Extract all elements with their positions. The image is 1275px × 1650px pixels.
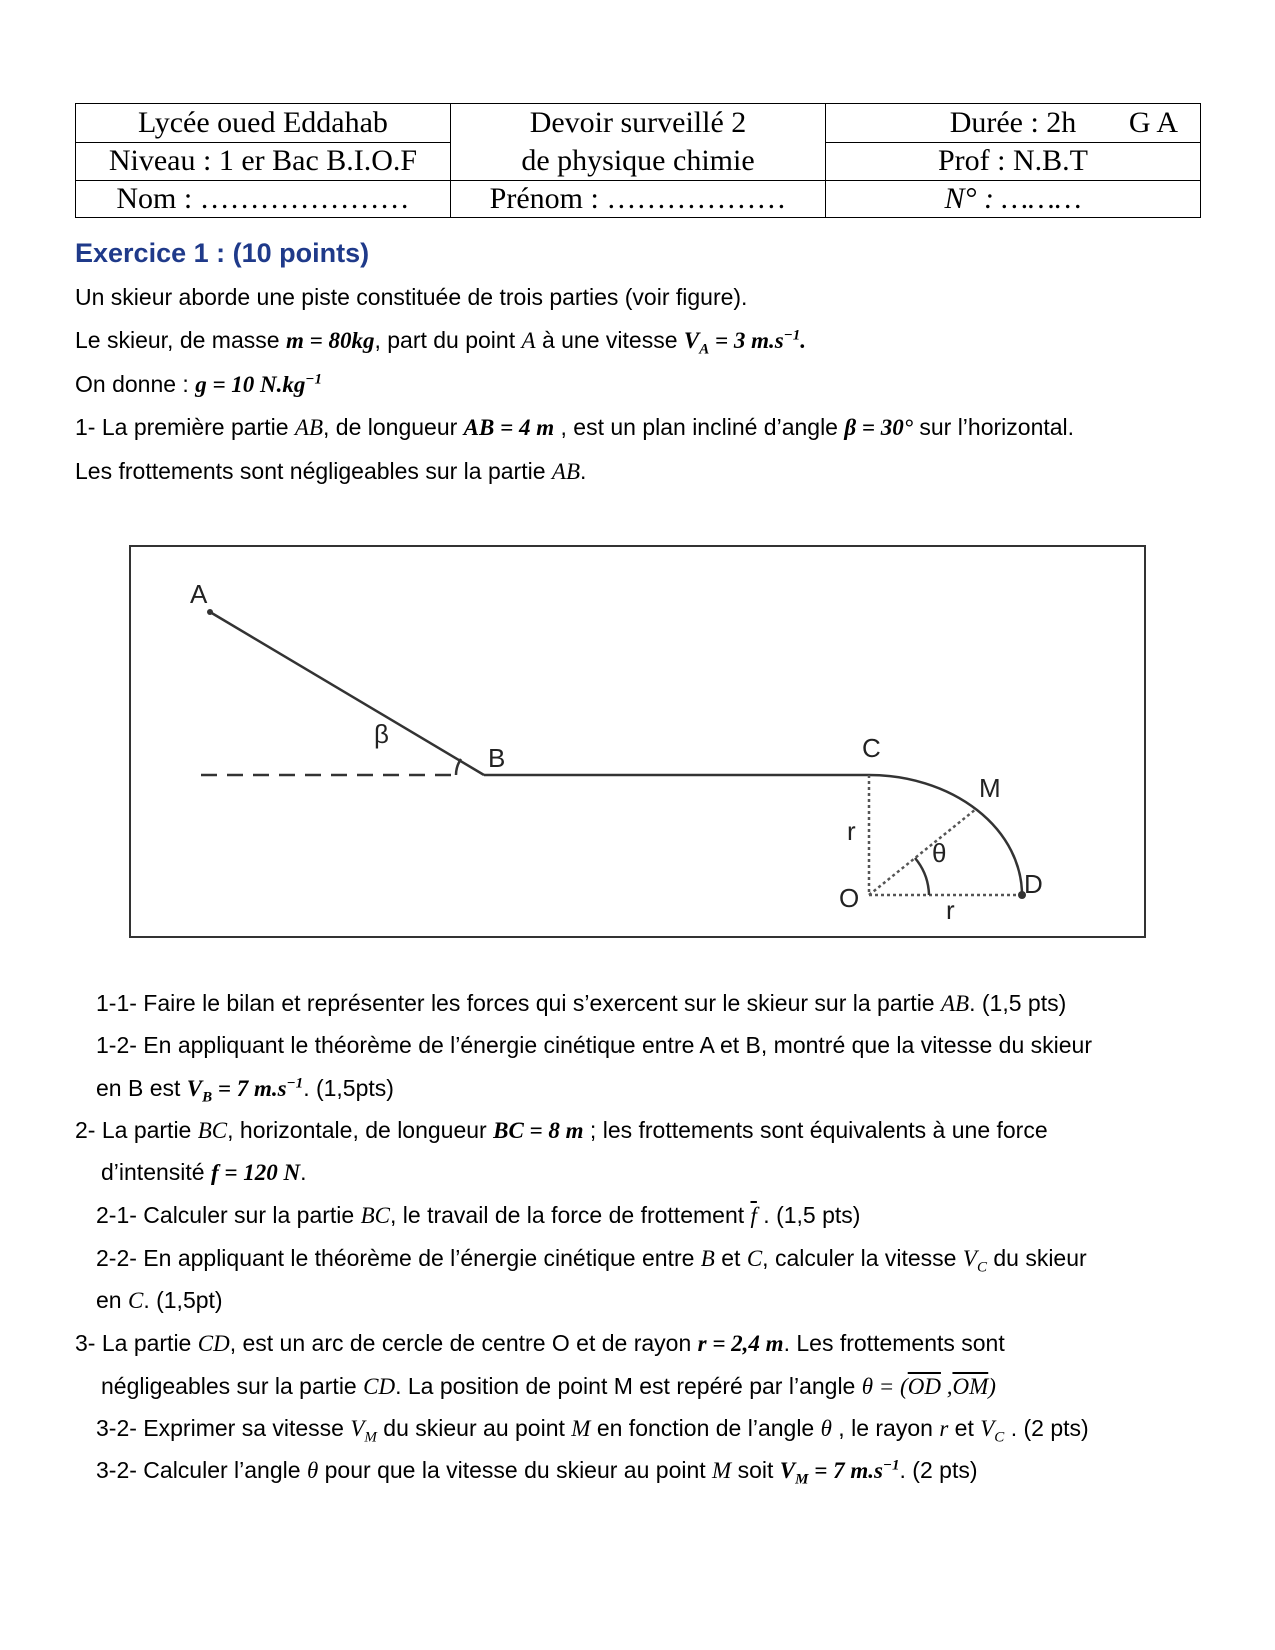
name-field[interactable]: Nom : ………………… — [76, 181, 451, 218]
question-2-line2: d’intensité f = 120 N. — [101, 1159, 307, 1185]
incline-AB — [210, 612, 484, 775]
label-B: B — [488, 743, 506, 773]
exam-title-cell — [451, 104, 826, 181]
group: G A — [1128, 105, 1178, 139]
firstname-field[interactable]: Prénom : ……………… — [451, 181, 826, 218]
duration: Durée : 2h — [949, 105, 1077, 139]
gravity-line: On donne : g = 10 $N.kg^{-1}$ — [75, 371, 323, 397]
question-3-2a: 3-2- Exprimer sa vitesse $V_M$ du skieur au point M en fonction de l’angle θ , le rayon r et $V_C$ . (2 pts) — [96, 1415, 1089, 1446]
level-cell: Niveau : 1 er Bac B.I.O.F — [76, 142, 451, 181]
label-O: O — [839, 883, 860, 913]
exam-title-line2: de physique chimie — [521, 144, 755, 177]
duration-cell — [826, 104, 1201, 143]
number-field[interactable] — [826, 181, 1201, 218]
question-2: 2- La partie BC, horizontale, de longueur BC = 8 m ; les frottements sont équivalents à une force — [75, 1117, 1048, 1143]
theta-arc — [915, 858, 929, 895]
question-3-line2: négligeables sur la partie CD. La position de point M est repéré par l’angle $\theta = (\overline{OD}$ $,\overline{OM}$) — [101, 1373, 996, 1399]
label-theta: θ — [932, 838, 947, 868]
label-r-horizontal: r — [946, 895, 955, 925]
question-1: 1- La première partie AB, de longueur AB = 4 m , est un plan incliné d’angle β = 30° sur l’horizontal. — [75, 414, 1075, 440]
prof-cell: Prof : N.B.T — [826, 142, 1201, 181]
exercise-title: Exercice 1 : (10 points) — [75, 238, 370, 268]
question-1-line2: Les frottements sont négligeables sur la partie AB. — [75, 458, 587, 484]
label-beta: β — [374, 719, 389, 749]
question-2-1: 2-1- Calculer sur la partie BC, le travail de la force de frottement $\overline{f}$ . (1,5 pts) — [96, 1202, 861, 1228]
label-r-vertical: r — [847, 816, 856, 846]
intro-line: Un skieur aborde une piste constituée de trois parties (voir figure). — [75, 284, 748, 310]
track-diagram — [131, 547, 1144, 936]
label-A: A — [190, 579, 208, 609]
question-2-2-line2: en C. (1,5pt) — [96, 1287, 223, 1313]
exam-title-line1: Devoir surveillé 2 — [529, 106, 747, 139]
label-C: C — [862, 733, 881, 763]
question-2-2: 2-2- En appliquant le théorème de l’énergie cinétique entre B et C, calculer la vitesse $V_C$ du skieur — [96, 1245, 1087, 1276]
school-cell: Lycée oued Eddahab — [76, 104, 451, 143]
question-1-1: 1-1- Faire le bilan et représenter les forces qui s’exercent sur le skieur sur la partie AB. (1,5 pts) — [96, 990, 1067, 1016]
question-1-2: 1-2- En appliquant le théorème de l’énergie cinétique entre A et B, montré que la vitesse du skieur — [96, 1032, 1092, 1058]
question-1-2-line2: en B est $V_B = 7$ $m.s^{-1}$. (1,5pts) — [96, 1075, 394, 1106]
beta-arc — [456, 759, 461, 775]
number-label: N° : ……… — [944, 182, 1082, 215]
label-M: M — [979, 773, 1001, 803]
point-A — [207, 609, 213, 615]
question-3-2b: 3-2- Calculer l’angle θ pour que la vitesse du skieur au point M soit $V_M = 7$ $m.s^{-1}$. (2 pts) — [96, 1457, 978, 1488]
mass-line: Le skieur, de masse m = 80kg, part du point A à une vitesse $V_A = 3$ $m.s^{-1}$. — [75, 327, 807, 358]
label-D: D — [1024, 869, 1043, 899]
question-3: 3- La partie CD, est un arc de cercle de centre O et de rayon r = 2,4 m. Les frottements sont — [75, 1330, 1005, 1356]
header-table — [75, 103, 1201, 218]
track-figure — [129, 545, 1146, 938]
radius-OM — [869, 809, 976, 895]
